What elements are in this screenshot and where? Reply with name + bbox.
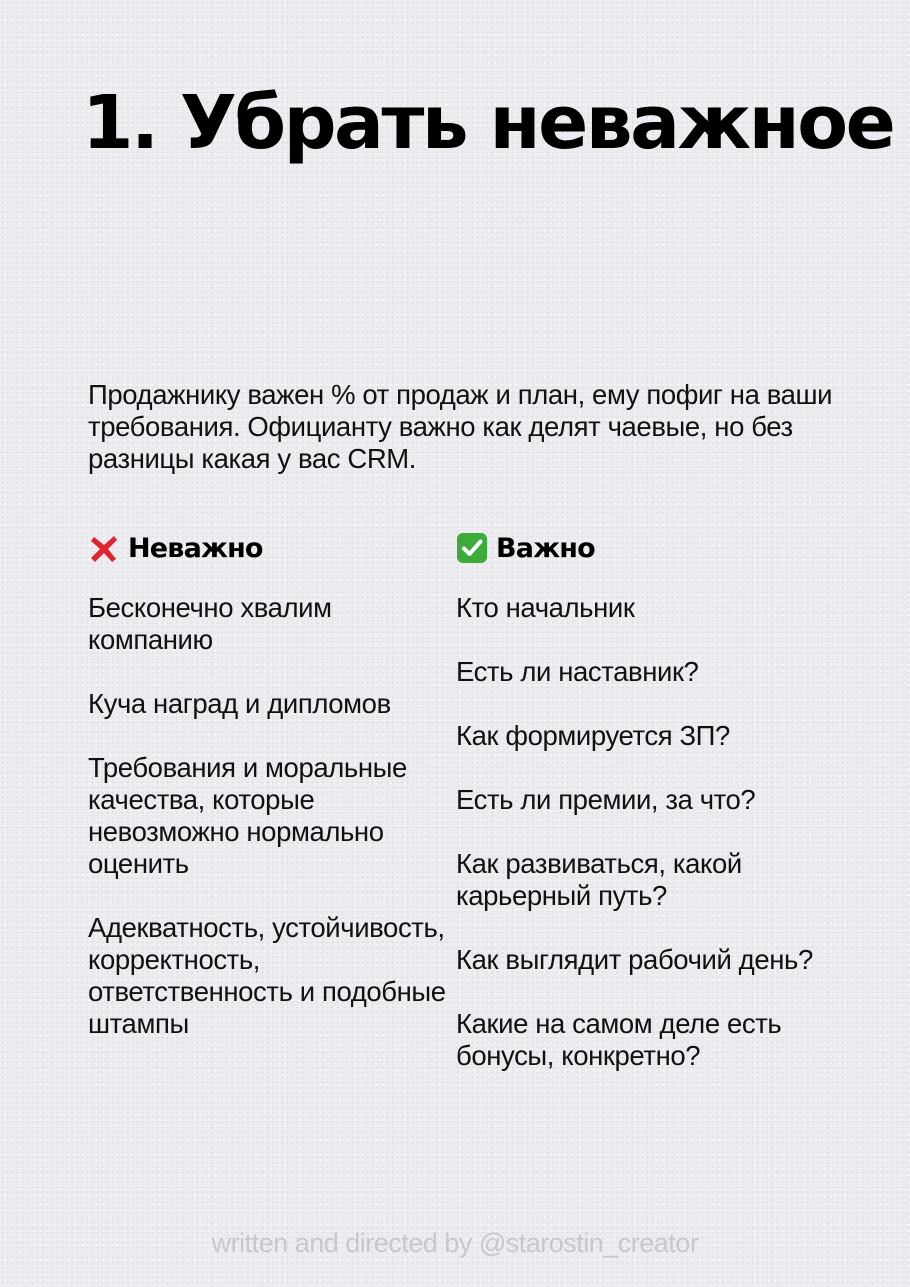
list-item: Какие на самом деле есть бонусы, конкретно?: [456, 1008, 782, 1071]
unimportant-header: [88, 530, 448, 566]
list-item: Есть ли наставник?: [456, 656, 699, 687]
list-item: Как выглядит рабочий день?: [456, 944, 813, 975]
page-title: 1. Убрать неважное: [82, 80, 894, 166]
check-mark-button-icon: [456, 532, 488, 564]
important-column: [456, 530, 816, 1104]
unimportant-list: [88, 592, 448, 1040]
list-item: Бесконечно хвалим компанию: [88, 592, 332, 655]
important-list: [456, 592, 816, 1072]
important-header: [456, 530, 816, 566]
list-item: Куча наград и дипломов: [88, 688, 391, 719]
list-item: Как развиваться, какой карьерный путь?: [456, 848, 742, 911]
unimportant-header-label: Неважно: [128, 532, 263, 564]
list-item: Как формируется ЗП?: [456, 720, 730, 751]
cross-mark-icon: [88, 532, 120, 564]
list-item: Требования и моральные качества, которые невозможно нормально оценить: [88, 752, 407, 879]
important-header-label: Важно: [496, 532, 595, 564]
list-item: Кто начальник: [456, 592, 635, 623]
list-item: Есть ли премии, за что?: [456, 784, 756, 815]
list-item: Адекватность, устойчивость, корректность, ответственность и подобные штампы: [88, 912, 446, 1039]
footer-credit: written and directed by @starostin_creator: [211, 1228, 699, 1258]
intro-paragraph: Продажнику важен % от продаж и план, ему пофиг на ваши требования. Официанту важно как делят чаевые, но без разницы какая у вас CRM.: [88, 379, 833, 474]
unimportant-column: [88, 530, 448, 1072]
